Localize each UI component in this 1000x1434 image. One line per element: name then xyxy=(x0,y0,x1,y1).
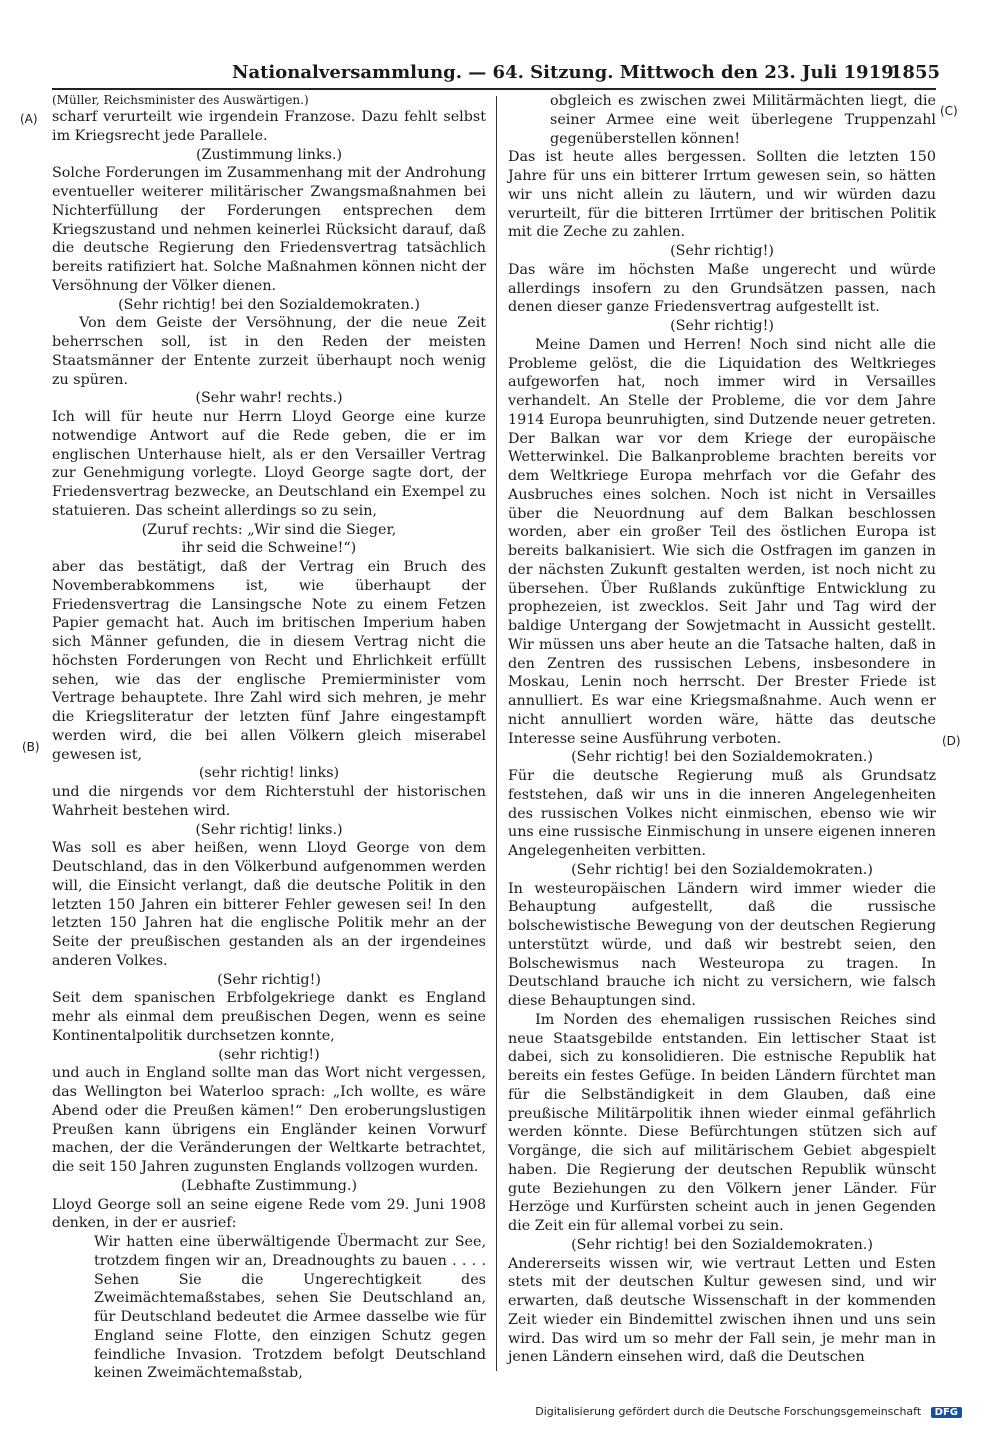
paragraph: Das wäre im höchsten Maße ungerecht und würde allerdings insofern zu den Grundsätzen passen, nach denen dieser ganze Friedensvertrag aufgestellt ist. xyxy=(508,261,936,316)
interjection: (Sehr richtig! bei den Sozialdemokraten.) xyxy=(118,296,420,313)
paragraph: Ich will für heute nur Herrn Lloyd George eine kurze notwendige Antwort auf die Rede geben, die er im englischen Unterhause hielt, als er den Versailler Vertrag zur Genehmigung vorlegte. Lloyd George sagte dort, der Friedensvertrag bezwecke, an Deutschland ein Exempel zu statuieren. Das scheint allerdings so zu sein, xyxy=(52,409,486,519)
paragraph: Im Norden des ehemaligen russischen Reiches sind neue Staatsgebilde entstanden. Ein lettischer Staat ist dabei, sich zu konsolidieren. Die estnische Republik hat bereits ein festes Gefüge. In beiden Ländern fürchtet man für die Selbständigkeit in dem Glauben, daß eine preußische Militärpolitik ihnen wieder einmal gefährlich werden könnte. Diese Befürchtungen stützen sich auf Vorgänge, die sich auf militärischem Gebiet abgespielt haben. Die Regierung der deutschen Republik wünscht gute Beziehungen zu den Völkern jener Länder. Für Herzöge und Kurfürsten scheint auch in jenen Gegenden die Zeit ein für allemal vorbei zu sein. xyxy=(508,1011,936,1234)
left-column xyxy=(52,92,486,1383)
margin-mark-a: (A) xyxy=(20,112,38,126)
column-divider xyxy=(496,96,497,1371)
paragraph: und auch in England sollte man das Wort nicht vergessen, das Wellington bei Waterloo sprach: „Ich wollte, es wäre Abend oder die Preußen kämen!“ Den eroberungslustigen Preußen kann übrigens ein Engländer keinen Vorwurf machen, der die Veränderungen der Weltkarte betrachtet, die seit 150 Jahren zugunsten Englands vollzogen wurden. xyxy=(52,1065,486,1175)
header-rule xyxy=(52,88,936,90)
interjection: (sehr richtig!) xyxy=(218,1046,320,1063)
interjection: (Sehr wahr! rechts.) xyxy=(195,390,343,407)
paragraph: Was soll es aber heißen, wenn Lloyd George von dem Deutschland, das in den Völkerbund aufgenommen werden will, die Einsicht verlangt, daß die deutsche Politik in den letzten 150 Jahren ein bitterer Fehler gewesen sei! In den letzten 150 Jahren hat die englische Politik mehr an der Seite der preußischen gestanden als an der irgendeines anderen Volkes. xyxy=(52,840,486,969)
speaker-line: (Müller, Reichsminister des Auswärtigen.) xyxy=(52,93,309,107)
block-quote: Wir hatten eine überwältigende Übermacht zur See, trotzdem fingen wir an, Dreadnoughts zu bauen . . . . Sehen Sie die Ungerechtigkeit des Zweimächtemaßstabes, sehen Sie Deutschland an, für Deutschland bedeutet die Armee dasselbe wie für England seine Flotte, den einzigen Schutz gegen feindliche Invasion. Trotzdem befolgt Deutschland keinen Zweimächtemaßstab, xyxy=(94,1234,486,1382)
interjection: (Zuruf rechts: „Wir sind die Sieger, xyxy=(141,521,397,538)
interjection: (Sehr richtig! bei den Sozialdemokraten.) xyxy=(571,1236,873,1253)
interjection: (Sehr richtig! bei den Sozialdemokraten.) xyxy=(571,749,873,766)
page-number: 1855 xyxy=(889,62,940,83)
interjection: (Lebhafte Zustimmung.) xyxy=(180,1177,358,1194)
right-column xyxy=(508,92,936,1367)
interjection: (sehr richtig! links) xyxy=(198,765,340,782)
interjection: (Sehr richtig!) xyxy=(670,318,774,334)
interjection: (Sehr richtig! links.) xyxy=(195,821,343,838)
dfg-logo: DFG xyxy=(931,1407,962,1418)
paragraph: aber das bestätigt, daß der Vertrag ein Bruch des Novemberabkommens ist, wie überhaupt der Friedensvertrag die Lansingsche Note zu einem Fetzen Papier gemacht hat. Auch im britischen Imperium haben sich Männer gefunden, die in diesem Vertrag nicht die höchsten Forderungen von Recht und Ehrlichkeit erfüllt sehen, wie das der englische Premierminister vom Vertrage behauptete. Ihre Zahl wird sich mehren, je mehr die Kriegsliteratur der letzten fünf Jahre eingestampft werden wird, die bei allen Völkern gleich miserabel gewesen ist, xyxy=(52,559,486,763)
running-title: Nationalversammlung. — 64. Sitzung. Mittwoch den 23. Juli 1919. xyxy=(232,62,900,83)
block-quote: obgleich es zwischen zwei Militärmächten liegt, die seiner Armee eine weit überlegene Truppenzahl gegenüberstellen können! xyxy=(550,93,936,147)
digitization-credit xyxy=(535,1405,962,1418)
paragraph: In westeuropäischen Ländern wird immer wieder die Behauptung aufgestellt, daß die russische bolschewistische Bewegung von der deutschen Regierung unterstützt würde, und daß wir bestrebt seien, den Bolschewismus nach Westeuropa zu tragen. In Deutschland brauche ich nicht zu versichern, wie falsch diese Behauptungen sind. xyxy=(508,880,936,1009)
paragraph: Solche Forderungen im Zusammenhang mit der Androhung eventueller weiterer militärischer Zwangsmaßnahmen bei Nichterfüllung der Forderungen entsprechen dem Kriegszustand und nehmen keinerlei Rücksicht darauf, daß die deutsche Regierung den Friedensvertrag tatsächlich bereits ratifiziert hat. Solche Maßnahmen können nicht der Versöhnung der Völker dienen. xyxy=(52,165,486,294)
interjection: (Sehr richtig!) xyxy=(670,243,774,259)
paragraph: Das ist heute alles bergessen. Sollten die letzten 150 Jahre für uns ein bitterer Irrtum gewesen sein, so hätten wir uns nicht allein zu läutern, und wir würden dazu verurteilt, für die bitteren Irrtümer der britischen Politik mit die Zeche zu zahlen. xyxy=(508,149,936,241)
paragraph: und die nirgends vor dem Richterstuhl der historischen Wahrheit bestehen wird. xyxy=(52,784,486,819)
interjection: (Sehr richtig!) xyxy=(217,971,321,988)
paragraph: Lloyd George soll an seine eigene Rede vom 29. Juni 1908 denken, in der er ausrief: xyxy=(52,1196,486,1232)
page-header xyxy=(222,62,940,84)
interjection: (Sehr richtig! bei den Sozialdemokraten.) xyxy=(571,861,873,878)
interjection: (Zustimmung links.) xyxy=(195,146,343,163)
margin-mark-c: (C) xyxy=(940,104,958,118)
margin-mark-d: (D) xyxy=(942,734,961,748)
interjection: ihr seid die Schweine!“) xyxy=(181,540,357,557)
paragraph: Seit dem spanischen Erbfolgekriege dankt es England mehr als einmal dem preußischen Degen, wenn es seine Kontinentalpolitik durchsetzen konnte, xyxy=(52,990,486,1044)
paragraph: Meine Damen und Herren! Noch sind nicht alle die Probleme gelöst, die die Liquidation des Weltkrieges aufgeworfen hat, noch immer wird in Versailles verhandelt. An Stelle der Probleme, die vor dem Jahre 1914 Europa beunruhigten, sind Dutzende neuer getreten. Der Balkan war vor dem Kriege der europäische Wetterwinkel. Die Balkanprobleme brachten bereits vor dem Weltkriege Europa mehrfach vor die Gefahr des Ausbruches eines solchen. Noch ist nicht in Versailles über die Neuordnung auf dem Balkan beschlossen worden, aber ein großer Teil des östlichen Europa ist bereits balkanisiert. Wie sich die Ostfragen im ganzen in der nächsten Zukunft gestalten werden, ist noch nicht zu übersehen. Über Rußlands zukünftige Entwicklung zu prophezeien, ist zwecklos. Seit Jahr und Tag wird der baldige Untergang der Sowjetmacht in Aussicht gestellt. Wir müssen uns aber heute an die Tatsache halten, daß in den Zentren des russischen Lebens, insbesondere in Moskau, Lenin noch herrscht. Der Brester Friede ist annulliert. Es war eine Kriegsmaßnahme. Auch wenn er nicht annulliert worden wäre, hätte das deutsche Interesse seine Ausführung verboten. xyxy=(508,336,936,747)
paragraph: Andererseits wissen wir, wie vertraut Letten und Esten stets mit der deutschen Kultur gewesen sind, und wir erwarten, daß deutsche Wissenschaft in der kommenden Zeit wieder ein Bindemittel zwischen ihnen und uns sein wird. Das wird um so mehr der Fall sein, je mehr man in jenen Ländern einsehen wird, daß die Deutschen xyxy=(508,1255,936,1366)
paragraph: Für die deutsche Regierung muß als Grundsatz feststehen, daß wir uns in die inneren Angelegenheiten des russischen Volkes nicht einmischen, ebenso wie wir uns eine russische Einmischung in unsere eigenen inneren Angelegenheiten verbitten. xyxy=(508,768,936,859)
paragraph: Von dem Geiste der Versöhnung, der die neue Zeit beherrschen soll, ist in den Reden der meisten Staatsmänner der Entente zurzeit überhaupt noch wenig zu spüren. xyxy=(52,315,486,388)
paragraph: scharf verurteilt wie irgendein Franzose. Dazu fehlt selbst im Kriegsrecht jede Parallele. xyxy=(52,109,486,144)
margin-mark-b: (B) xyxy=(22,740,40,754)
credit-text: Digitalisierung gefördert durch die Deutsche Forschungsgemeinschaft xyxy=(535,1405,922,1418)
